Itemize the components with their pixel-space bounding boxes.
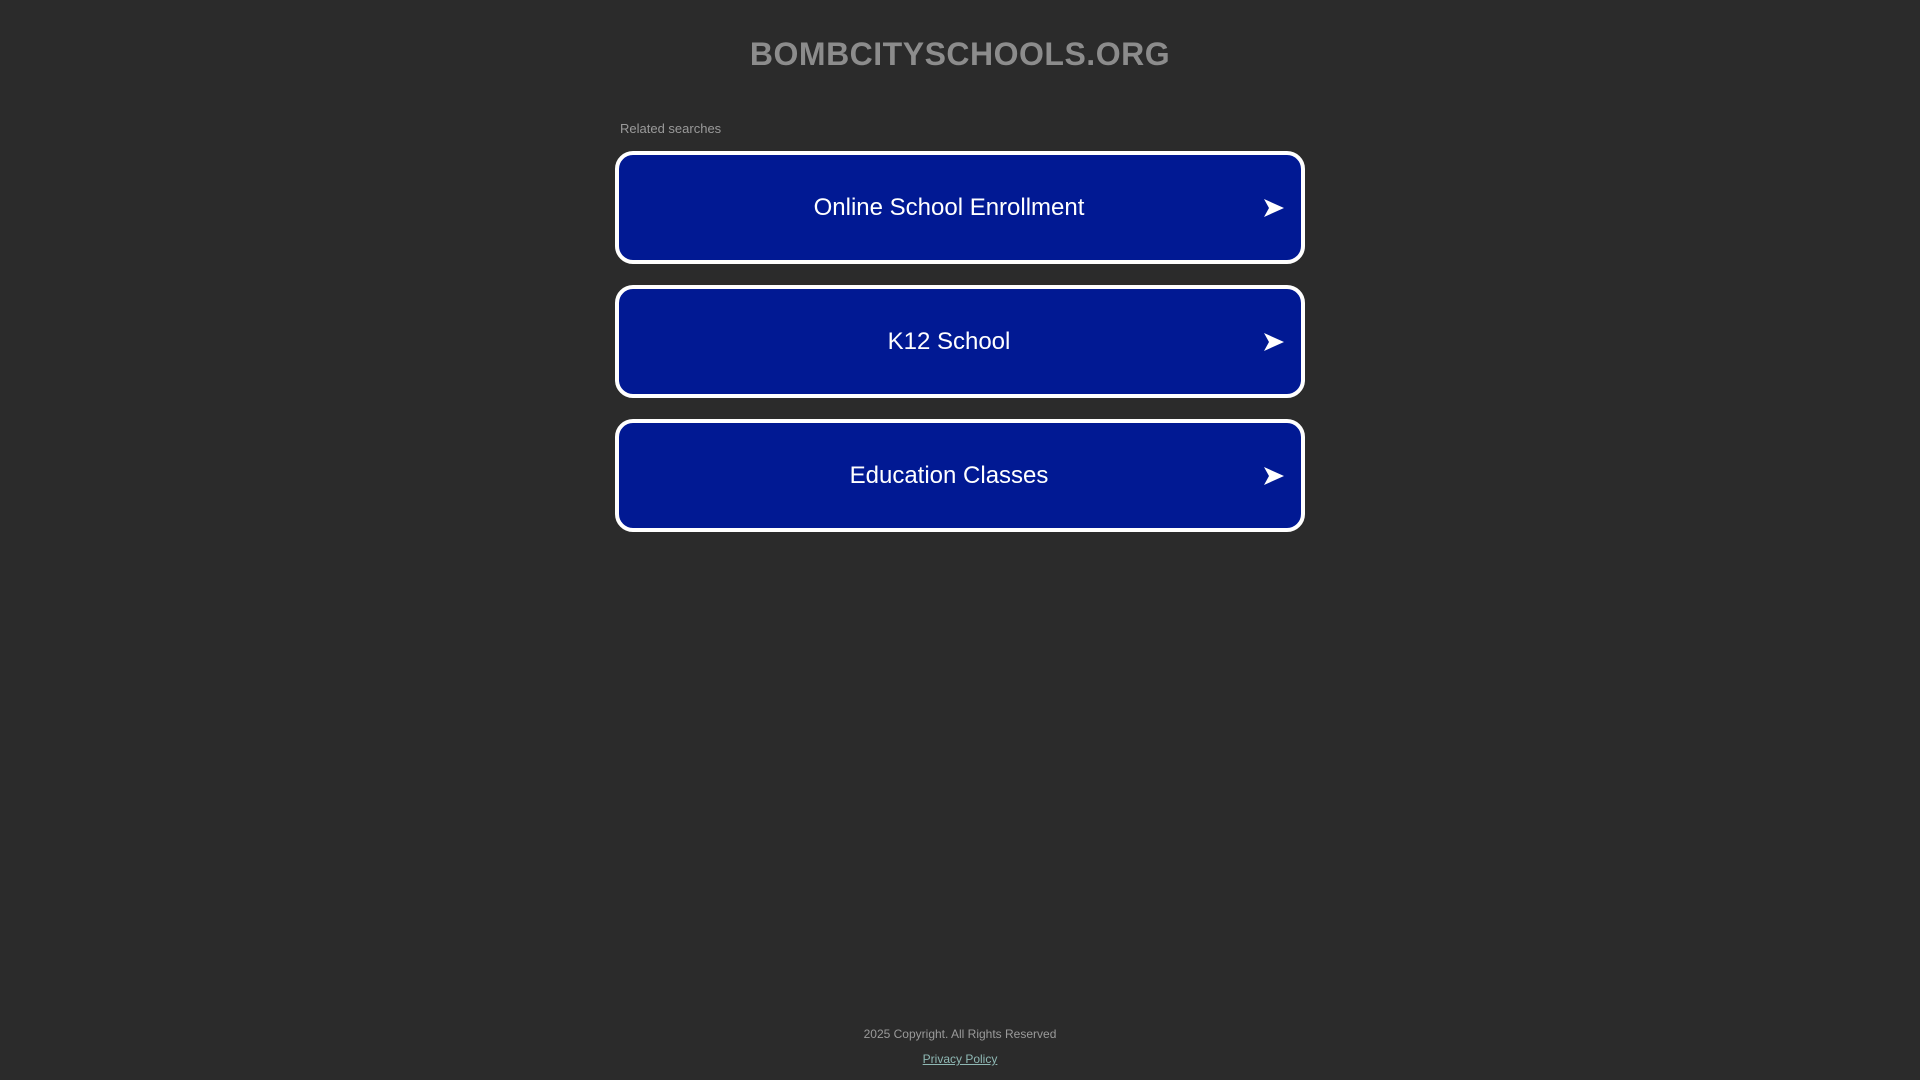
footer [0,1026,1920,1068]
related-search-k12-school[interactable] [615,285,1305,398]
related-searches-label: Related searches [620,121,722,136]
privacy-policy-link[interactable]: Privacy Policy [922,1052,998,1066]
related-search-label: Education Classes [849,461,1049,489]
site-title: BOMBCITYSCHOOLS.ORG [749,36,1171,72]
arrow-right-icon [1263,466,1285,486]
related-search-online-school-enrollment[interactable] [615,151,1305,264]
related-search-education-classes[interactable] [615,419,1305,532]
related-searches-list [615,151,1305,553]
related-search-label: K12 School [887,327,1011,355]
arrow-right-icon [1263,332,1285,352]
copyright-text: 2025 Copyright. All Rights Reserved [863,1027,1057,1041]
arrow-right-icon [1263,198,1285,218]
related-search-label: Online School Enrollment [813,193,1085,221]
